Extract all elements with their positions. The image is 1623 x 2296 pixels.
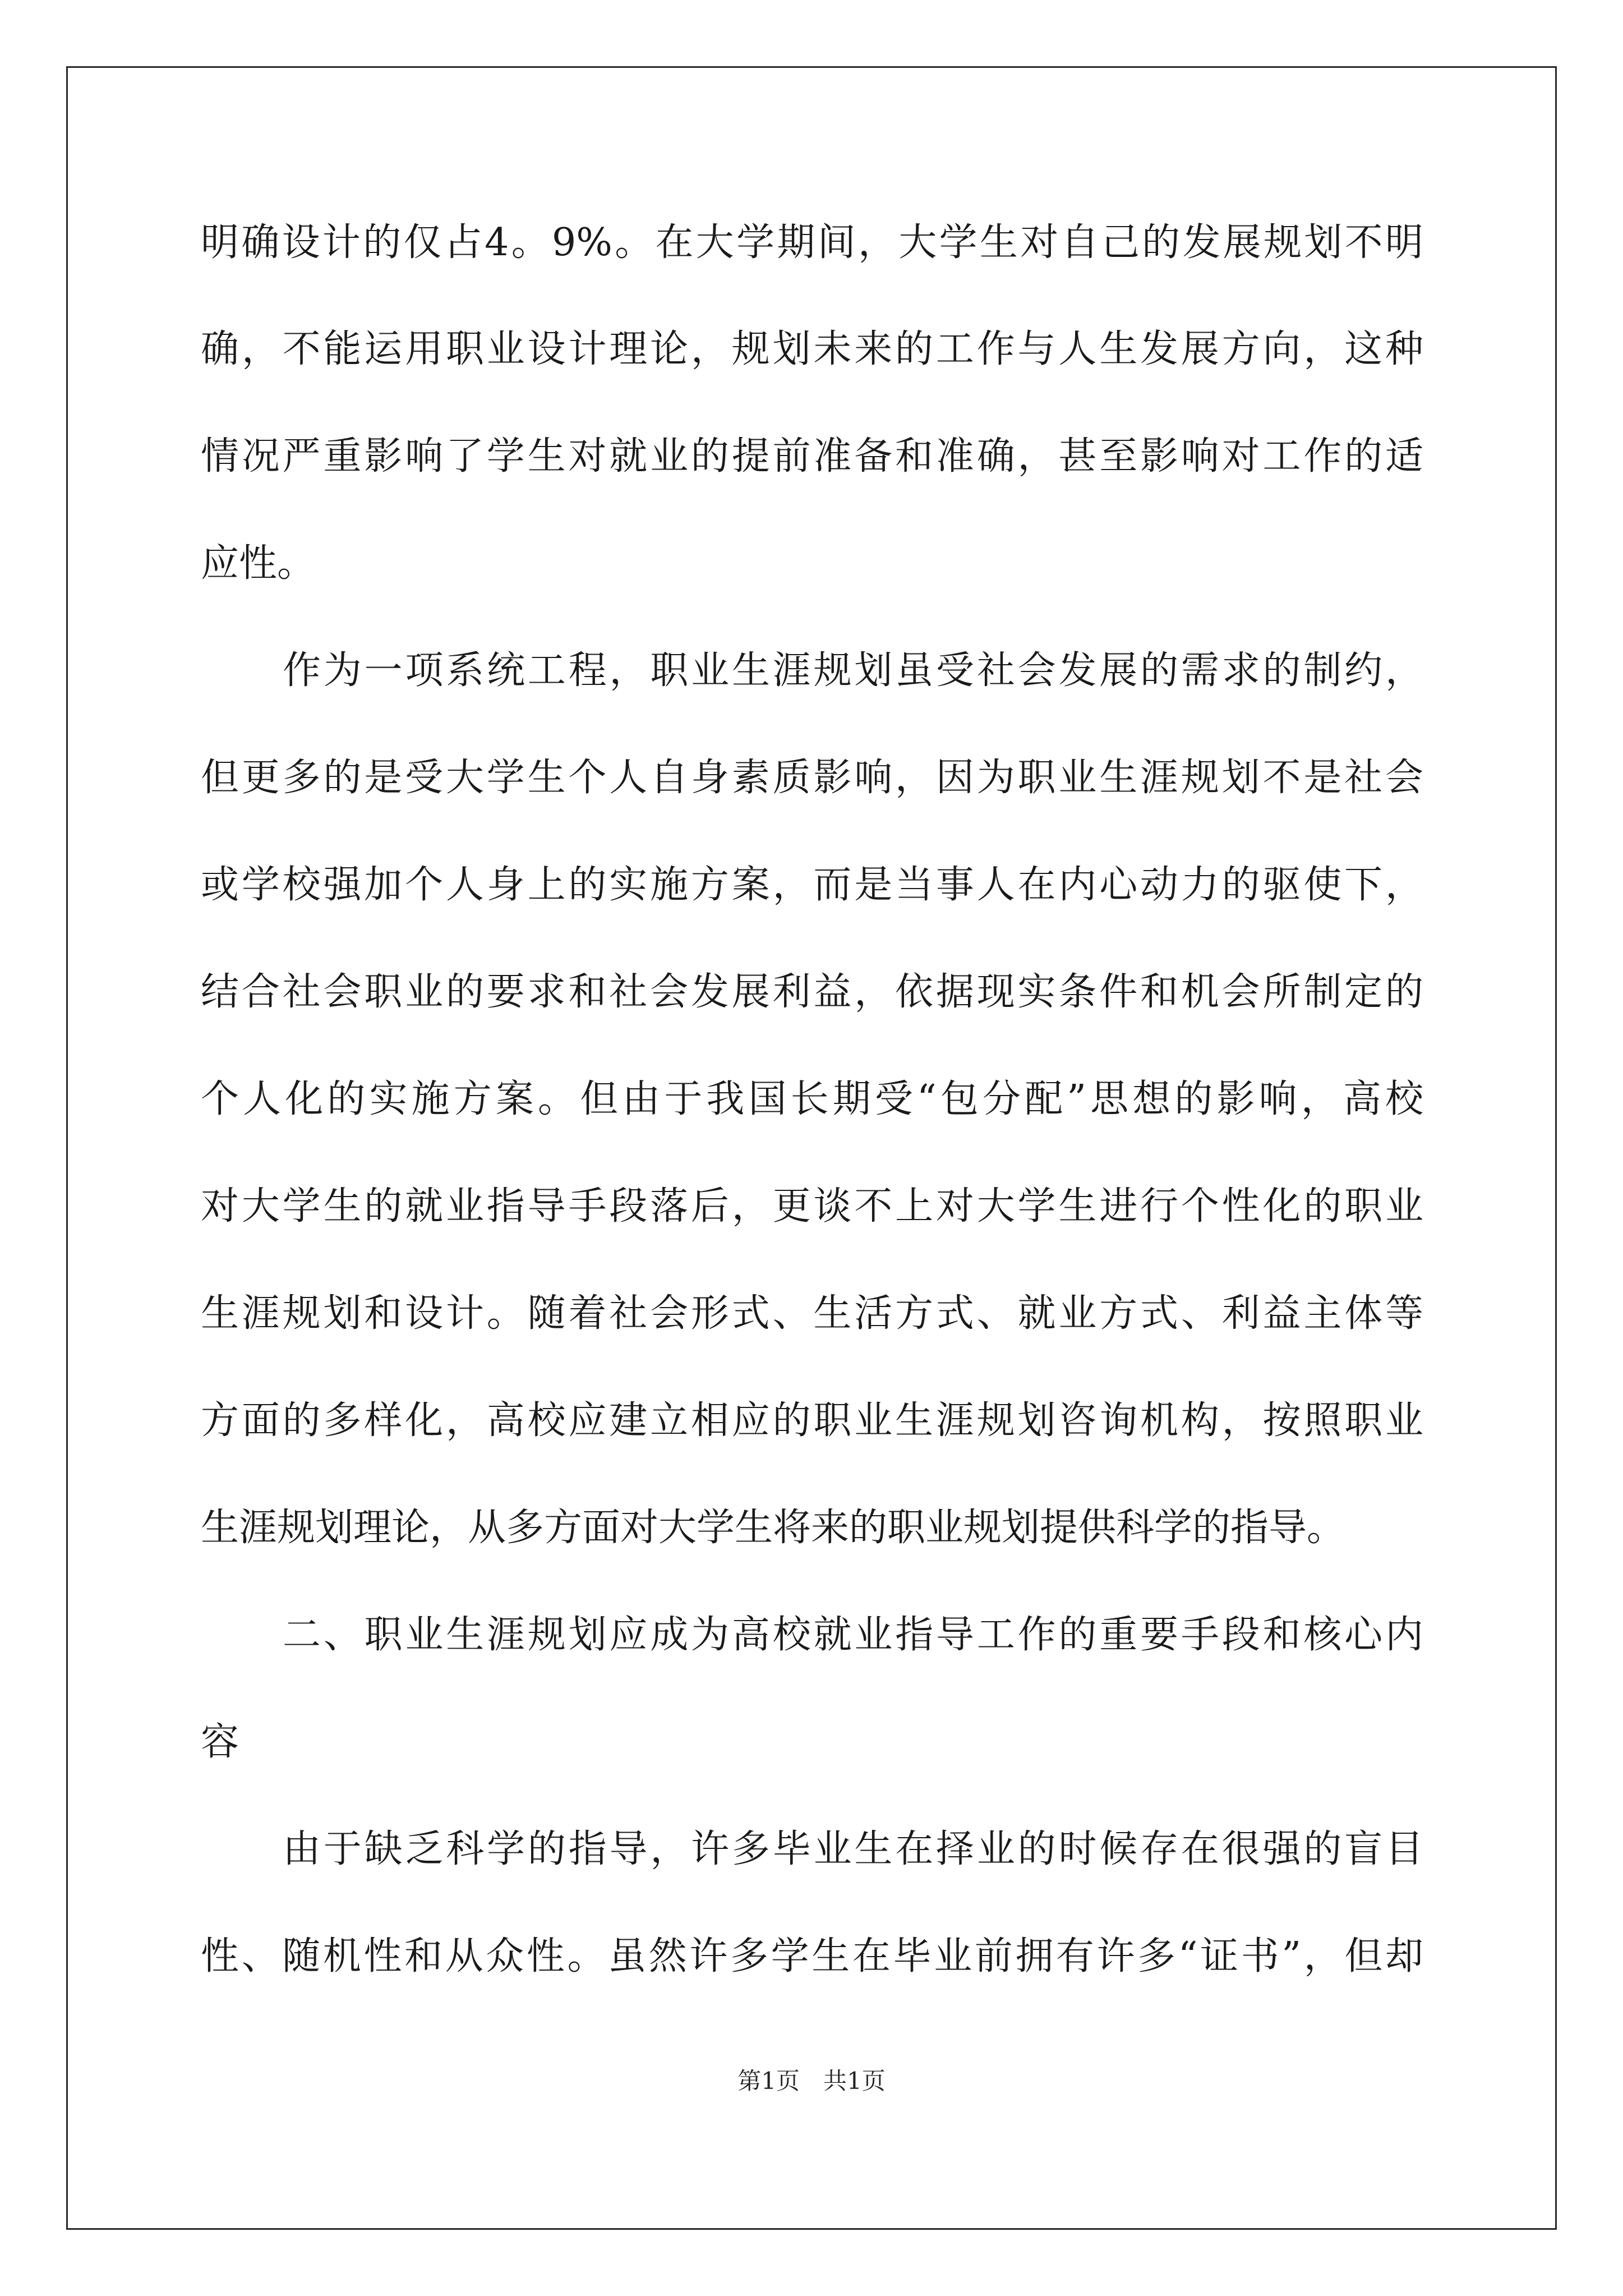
text-line: 生涯规划理论，从多方面对大学生将来的职业规划提供科学的指导。 [201, 1506, 1345, 1550]
text-line: 明确设计的仅占4。9%。在大学期间，大学生对自己的发展规划不明 [201, 220, 1423, 265]
section-heading-line: 容 [201, 1720, 239, 1764]
text-line: 情况严重影响了学生对就业的提前准备和准确，甚至影响对工作的适 [201, 434, 1423, 478]
text-line: 应性。 [201, 541, 316, 586]
text-line: 但更多的是受大学生个人自身素质影响，因为职业生涯规划不是社会 [201, 756, 1423, 800]
text-line: 对大学生的就业指导手段落后，更谈不上对大学生进行个性化的职业 [201, 1184, 1423, 1228]
page-footer: 第1页 共1页 [737, 2067, 886, 2095]
text-line: 生涯规划和设计。随着社会形式、生活方式、就业方式、利益主体等 [201, 1291, 1423, 1336]
page-border [66, 66, 1557, 2230]
text-line: 个人化的实施方案。但由于我国长期受“包分配”思想的影响，高校 [201, 1077, 1423, 1121]
text-line: 确，不能运用职业设计理论，规划未来的工作与人生发展方向，这种 [201, 327, 1423, 371]
text-line: 性、随机性和从众性。虽然许多学生在毕业前拥有许多“证书”，但却 [201, 1934, 1423, 1978]
paragraph-start-line: 由于缺乏科学的指导，许多毕业生在择业的时候存在很强的盲目 [283, 1827, 1423, 1871]
text-line: 结合社会职业的要求和社会发展利益，依据现实条件和机会所制定的 [201, 970, 1423, 1014]
paragraph-start-line: 作为一项系统工程，职业生涯规划虽受社会发展的需求的制约， [283, 648, 1423, 693]
section-heading-line: 二、职业生涯规划应成为高校就业指导工作的重要手段和核心内 [283, 1613, 1423, 1657]
text-line: 或学校强加个人身上的实施方案，而是当事人在内心动力的驱使下， [201, 863, 1423, 907]
text-line: 方面的多样化，高校应建立相应的职业生涯规划咨询机构，按照职业 [201, 1398, 1423, 1443]
